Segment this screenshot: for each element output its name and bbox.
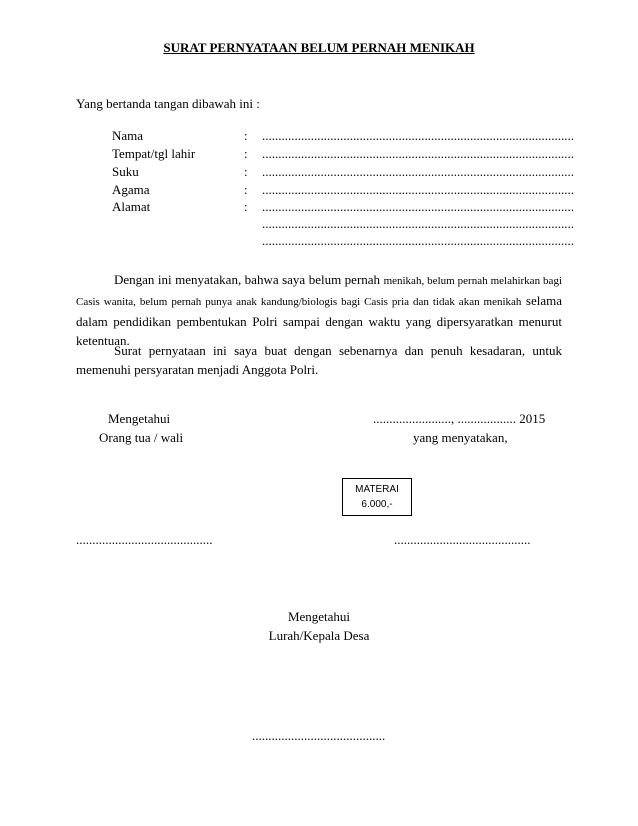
declaration-text: Surat pernyataan ini saya buat dengan sebenarnya dan penuh kesadaran, untuk memenuhi persyaratan menjadi Anggota Polri. (76, 343, 562, 377)
field-colon: : (244, 199, 248, 214)
field-value-nama[interactable]: ................................................................................................ (262, 128, 574, 143)
signature-left-blank[interactable]: .......................................... (76, 532, 213, 547)
statement-part2: menikah, belum pernah melahirkan bagi Casis wanita, belum pernah punya anak kandung/biologis bagi Casis pria dan tidak akan menikah (76, 275, 563, 308)
field-label-suku: Suku (112, 164, 139, 179)
field-value-agama[interactable]: ................................................................................................ (262, 182, 574, 197)
materai-value: 6.000,- (361, 499, 393, 510)
materai-label: MATERAI (355, 484, 399, 495)
field-colon: : (244, 182, 248, 197)
signature-right-blank[interactable]: .......................................... (394, 532, 531, 547)
declaration-paragraph (76, 341, 562, 379)
field-value-alamat-line2[interactable]: ................................................................................................ (262, 216, 574, 231)
statement-part3: selama dalam pendidikan pembentukan Polri sampai dengan waktu yang dipersyaratkan menurut ketentuan. (76, 293, 563, 348)
field-colon: : (244, 128, 248, 143)
field-value-alamat[interactable]: ................................................................................................ (262, 199, 574, 214)
signature-right-role: yang menyatakan, (413, 430, 508, 445)
signature-left-role: Orang tua / wali (99, 430, 184, 445)
field-label-alamat: Alamat (112, 199, 151, 214)
village-heading: Mengetahui (287, 609, 351, 624)
signature-right-date: ........................, .................. 2015 (373, 411, 546, 426)
materai-stamp-box (342, 478, 412, 516)
signature-left-heading: Mengetahui (108, 411, 171, 426)
field-colon: : (244, 146, 248, 161)
field-colon: : (244, 164, 248, 179)
field-value-alamat-line3[interactable]: ................................................................................................ (262, 233, 574, 248)
field-value-suku[interactable]: ................................................................................................ (262, 164, 574, 179)
village-role: Lurah/Kepala Desa (268, 628, 370, 643)
field-label-tempat-tgl-lahir: Tempat/tgl lahir (112, 146, 196, 161)
field-value-tempat-tgl-lahir[interactable]: ................................................................................................ (262, 146, 574, 161)
statement-paragraph (76, 270, 562, 350)
village-signature-blank[interactable]: ......................................... (252, 728, 386, 743)
field-label-agama: Agama (112, 182, 150, 197)
statement-part1: Dengan ini menyatakan, bahwa saya belum pernah (114, 272, 381, 287)
document-title: SURAT PERNYATAAN BELUM PERNAH MENIKAH (163, 40, 475, 55)
intro-text: Yang bertanda tangan dibawah ini : (76, 96, 260, 111)
field-label-nama: Nama (112, 128, 144, 143)
